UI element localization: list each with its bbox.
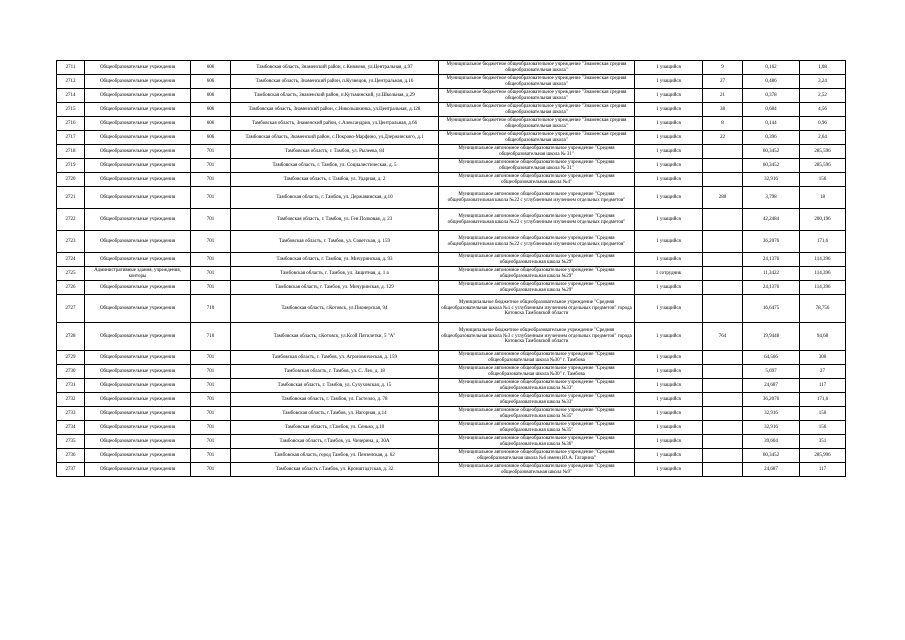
- cell-unit: 1 учащийся: [635, 295, 703, 323]
- cell-v1: 0,144: [743, 117, 800, 131]
- cell-unit: 1 учащийся: [635, 379, 703, 393]
- table-row: [57, 379, 846, 393]
- cell-v1: 60,3452: [743, 159, 800, 173]
- cell-type: Общеобразовательные учреждения: [85, 145, 191, 159]
- cell-org: Муниципальное бюджетное общеобразовательное учреждение "Знаменская средняя общеобразовательная школа": [439, 75, 635, 89]
- cell-num: 2724: [57, 253, 85, 267]
- cell-type: Общеобразовательные учреждения: [85, 61, 191, 75]
- table-row: [57, 89, 846, 103]
- table-row: [57, 131, 846, 145]
- cell-unit: 1 учащийся: [635, 159, 703, 173]
- table-row: [57, 75, 846, 89]
- cell-num: 2715: [57, 103, 85, 117]
- cell-address: Тамбовская область, г. Тамбов, ул. Ударная, д. 2: [231, 173, 439, 187]
- table-row: [57, 209, 846, 231]
- cell-type: Общеобразовательные учреждения: [85, 253, 191, 267]
- cell-v2: 171,6: [800, 231, 846, 253]
- cell-v2: 171,6: [800, 393, 846, 407]
- cell-v2: 306: [800, 351, 846, 365]
- cell-unit: 1 учащийся: [635, 89, 703, 103]
- cell-code: 710: [191, 295, 231, 323]
- cell-unit: 1 сотрудник: [635, 267, 703, 281]
- cell-v1: 39,604: [743, 435, 800, 449]
- cell-type: Общеобразовательные учреждения: [85, 351, 191, 365]
- cell-count: [703, 267, 743, 281]
- cell-org: Муниципальное бюджетное общеобразовательное учреждение "Знаменская средняя общеобразовательная школа": [439, 117, 635, 131]
- cell-org: Муниципальное автономное общеобразовательное учреждение "Средняя общеобразовательная школа №30" г. Тамбова: [439, 365, 635, 379]
- cell-v2: 114,396: [800, 281, 846, 295]
- cell-address: Тамбовская область, г. Тамбов, ул. Ген.Полковая, д. 23: [231, 209, 439, 231]
- cell-num: 2727: [57, 295, 85, 323]
- cell-v1: 0,378: [743, 89, 800, 103]
- table-row: [57, 103, 846, 117]
- cell-count: [703, 295, 743, 323]
- table-row: [57, 421, 846, 435]
- cell-org: Муниципальное автономное общеобразовательное учреждение "Средняя общеобразовательная школа №22 с углубленным изучением отдельных предметов": [439, 187, 635, 209]
- cell-code: 701: [191, 463, 231, 477]
- cell-v2: 114,396: [800, 253, 846, 267]
- cell-count: 9: [703, 61, 743, 75]
- cell-v2: 285,596: [800, 159, 846, 173]
- cell-count: 280: [703, 187, 743, 209]
- cell-address: Тамбовская область, г. Тамбов, ул. Державинская, д.10: [231, 187, 439, 209]
- cell-v1: 19,9448: [743, 323, 800, 351]
- cell-unit: 1 учащийся: [635, 421, 703, 435]
- cell-count: [703, 379, 743, 393]
- cell-address: Тамбовская область, г. Тамбов, ул. Социалистическая, д. 5: [231, 159, 439, 173]
- cell-unit: 1 учащийся: [635, 323, 703, 351]
- cell-unit: 1 учащийся: [635, 173, 703, 187]
- cell-code: 701: [191, 209, 231, 231]
- cell-v1: 24,687: [743, 463, 800, 477]
- cell-unit: 1 учащийся: [635, 117, 703, 131]
- table-row: [57, 173, 846, 187]
- cell-type: Общеобразовательные учреждения: [85, 75, 191, 89]
- table-row: [57, 435, 846, 449]
- table-row: [57, 267, 846, 281]
- cell-address: Тамбовская область, г. Тамбов, ул. Рылеева, 84: [231, 145, 439, 159]
- cell-num: 2733: [57, 407, 85, 421]
- cell-num: 2737: [57, 463, 85, 477]
- cell-org: Муниципальное автономное общеобразовательное учреждение "Средняя общеобразовательная школа №6 имени Ю.А. Гагарина": [439, 449, 635, 463]
- cell-v2: 285,996: [800, 449, 846, 463]
- cell-unit: 1 учащийся: [635, 103, 703, 117]
- cell-org: Муниципальное автономное общеобразовательное учреждение "Средняя общеобразовательная школа №35": [439, 421, 635, 435]
- cell-org: Муниципальное автономное общеобразовательное учреждение "Средняя общеобразовательная школа №9": [439, 463, 635, 477]
- cell-v1: 16,6475: [743, 295, 800, 323]
- cell-unit: 1 учащийся: [635, 449, 703, 463]
- table-row: [57, 407, 846, 421]
- cell-org: Муниципальное автономное общеобразовательное учреждение "Средняя общеобразовательная школа №36": [439, 435, 635, 449]
- cell-v2: 2,52: [800, 89, 846, 103]
- cell-num: 2720: [57, 173, 85, 187]
- cell-code: 606: [191, 89, 231, 103]
- table-row: [57, 253, 846, 267]
- cell-unit: 1 учащийся: [635, 61, 703, 75]
- table-row: [57, 365, 846, 379]
- cell-org: Муниципальное бюджетное общеобразовательное учреждение "Знаменская средняя общеобразовательная школа": [439, 61, 635, 75]
- cell-num: 2725: [57, 267, 85, 281]
- cell-unit: 1 учащийся: [635, 365, 703, 379]
- cell-count: [703, 393, 743, 407]
- cell-num: 2729: [57, 351, 85, 365]
- cell-org: Муниципальное автономное общеобразовательное учреждение "Средняя общеобразовательная школа №22 с углубленным изучением отдельных предметов": [439, 209, 635, 231]
- cell-count: [703, 365, 743, 379]
- cell-v1: 0,396: [743, 131, 800, 145]
- cell-org: Муниципальное автономное общеобразовательное учреждение "Средняя общеобразовательная школа № 31": [439, 159, 635, 173]
- table-row: [57, 187, 846, 209]
- cell-code: 701: [191, 173, 231, 187]
- cell-num: 2728: [57, 323, 85, 351]
- cell-type: Общеобразовательные учреждения: [85, 379, 191, 393]
- table-row: [57, 231, 846, 253]
- cell-code: 701: [191, 421, 231, 435]
- cell-v1: 0,162: [743, 61, 800, 75]
- cell-type: Общеобразовательные учреждения: [85, 295, 191, 323]
- cell-org: Муниципальное автономное общеобразовательное учреждение "Средняя общеобразовательная школа №33": [439, 379, 635, 393]
- cell-num: 2721: [57, 187, 85, 209]
- cell-type: Общеобразовательные учреждения: [85, 449, 191, 463]
- cell-num: 2712: [57, 75, 85, 89]
- cell-type: Общеобразовательные учреждения: [85, 131, 191, 145]
- cell-address: Тамбовская область, г. Тамбов, ул. Советская, д. 159: [231, 231, 439, 253]
- cell-address: Тамбовская область, Знаменский район, п.Кутьминский, ул.Школьная, д.29: [231, 89, 439, 103]
- cell-v2: 78,756: [800, 295, 846, 323]
- cell-code: 701: [191, 393, 231, 407]
- cell-address: Тамбовская область, Знаменский район, с.Княжево, ул.Центральная, д.97: [231, 61, 439, 75]
- cell-type: Общеобразовательные учреждения: [85, 407, 191, 421]
- cell-type: Общеобразовательные учреждения: [85, 365, 191, 379]
- cell-code: 701: [191, 267, 231, 281]
- cell-count: [703, 231, 743, 253]
- cell-type: Общеобразовательные учреждения: [85, 231, 191, 253]
- cell-address: Тамбовская область, г. Тамбов, ул. Мичуринская, д. 93: [231, 253, 439, 267]
- table-row: [57, 281, 846, 295]
- cell-unit: 1 учащийся: [635, 253, 703, 267]
- cell-org: Муниципальное бюджетное общеобразовательное учреждение "Знаменская средняя общеобразовательная школа": [439, 103, 635, 117]
- cell-org: Муниципальное автономное общеобразовательное учреждение "Средняя общеобразовательная школа №22 с углубленным изучением отдельных предметов": [439, 231, 635, 253]
- cell-code: 606: [191, 75, 231, 89]
- cell-type: Общеобразовательные учреждения: [85, 421, 191, 435]
- cell-count: [703, 209, 743, 231]
- cell-address: Тамбовская область, г.Тамбов, ул. Чичерина, д. 30А: [231, 435, 439, 449]
- cell-v2: 351: [800, 435, 846, 449]
- cell-num: 2722: [57, 209, 85, 231]
- cell-v1: 11,3422: [743, 267, 800, 281]
- cell-address: Тамбовская область, Знаменский район, с.Никольшкинка, ул.Центральная, д.128: [231, 103, 439, 117]
- cell-v1: 60,3452: [743, 449, 800, 463]
- cell-org: Муниципальное автономное общеобразовательное учреждение "Средняя общеобразовательная школа №4": [439, 173, 635, 187]
- cell-type: Общеобразовательные учреждения: [85, 435, 191, 449]
- cell-address: Тамбовская область, г.Котовск, ул.Пионерская, 94: [231, 295, 439, 323]
- cell-num: 2719: [57, 159, 85, 173]
- cell-count: [703, 421, 743, 435]
- cell-unit: 1 учащийся: [635, 145, 703, 159]
- cell-v2: 156: [800, 407, 846, 421]
- cell-type: Общеобразовательные учреждения: [85, 209, 191, 231]
- table-row: [57, 393, 846, 407]
- cell-v2: 0,96: [800, 117, 846, 131]
- cell-address: Тамбовская область, г.Тамбов, ул. Сенько, д.10: [231, 421, 439, 435]
- cell-num: 2731: [57, 379, 85, 393]
- cell-v2: 18: [800, 187, 846, 209]
- cell-unit: 1 учащийся: [635, 435, 703, 449]
- cell-type: Общеобразовательные учреждения: [85, 103, 191, 117]
- cell-address: Тамбовская область, г. Тамбов, ул. Гастелло, д. 78: [231, 393, 439, 407]
- cell-address: Тамбовская область, г.Котовск, ул.Ксой Пятилетки, 5 "А": [231, 323, 439, 351]
- cell-v2: 117: [800, 379, 846, 393]
- cell-v2: 156: [800, 421, 846, 435]
- cell-code: 701: [191, 159, 231, 173]
- cell-v1: 24,1376: [743, 253, 800, 267]
- cell-num: 2736: [57, 449, 85, 463]
- cell-v1: 42,2484: [743, 209, 800, 231]
- cell-unit: 1 учащийся: [635, 187, 703, 209]
- cell-address: Тамбовская область, г.Тамбов, ул. Нагорная, д.14: [231, 407, 439, 421]
- cell-v1: 32,916: [743, 421, 800, 435]
- cell-code: 701: [191, 379, 231, 393]
- cell-v2: 4,56: [800, 103, 846, 117]
- cell-v1: 24,687: [743, 379, 800, 393]
- cell-num: 2716: [57, 117, 85, 131]
- cell-v2: 117: [800, 463, 846, 477]
- cell-code: 606: [191, 117, 231, 131]
- cell-address: Тамбовская область, г. Тамбов, ул. С. Лео, д. 18: [231, 365, 439, 379]
- table-row: [57, 295, 846, 323]
- cell-count: [703, 159, 743, 173]
- cell-org: Муниципальное бюджетное общеобразовательное учреждение "Знаменская средняя общеобразовательная школа": [439, 131, 635, 145]
- cell-count: 8: [703, 117, 743, 131]
- cell-num: 2718: [57, 145, 85, 159]
- table-row: [57, 117, 846, 131]
- cell-type: Административные здания, учреждения, конторы: [85, 267, 191, 281]
- cell-org: Муниципальное автономное общеобразовательное учреждение "Средняя общеобразовательная школа №29": [439, 281, 635, 295]
- cell-num: 2711: [57, 61, 85, 75]
- cell-v2: 1,08: [800, 61, 846, 75]
- cell-type: Общеобразовательные учреждения: [85, 323, 191, 351]
- cell-unit: 1 учащийся: [635, 407, 703, 421]
- cell-v2: 200,196: [800, 209, 846, 231]
- cell-type: Общеобразовательные учреждения: [85, 463, 191, 477]
- cell-v1: 64,566: [743, 351, 800, 365]
- cell-count: 764: [703, 323, 743, 351]
- cell-type: Общеобразовательные учреждения: [85, 281, 191, 295]
- table-row: [57, 323, 846, 351]
- cell-count: [703, 407, 743, 421]
- cell-unit: 1 учащийся: [635, 393, 703, 407]
- cell-type: Общеобразовательные учреждения: [85, 117, 191, 131]
- cell-code: 701: [191, 253, 231, 267]
- cell-count: 22: [703, 131, 743, 145]
- cell-code: 606: [191, 131, 231, 145]
- table-row: [57, 159, 846, 173]
- cell-type: Общеобразовательные учреждения: [85, 187, 191, 209]
- cell-code: 701: [191, 365, 231, 379]
- cell-org: Муниципальное бюджетное общеобразовательное учреждение "Знаменская средняя общеобразовательная школа": [439, 89, 635, 103]
- cell-v1: 0,486: [743, 75, 800, 89]
- cell-v1: 32,916: [743, 407, 800, 421]
- cell-num: 2730: [57, 365, 85, 379]
- cell-address: Тамбовская область, Знаменский район, с.Александрия, ул.Центральная, д.66: [231, 117, 439, 131]
- cell-count: 21: [703, 89, 743, 103]
- cell-unit: 1 учащийся: [635, 131, 703, 145]
- table-row: [57, 449, 846, 463]
- cell-count: [703, 253, 743, 267]
- cell-v1: 3,798: [743, 187, 800, 209]
- cell-unit: 1 учащийся: [635, 75, 703, 89]
- cell-num: 2717: [57, 131, 85, 145]
- cell-address: Тамбовская область, г. Тамбов, ул. Агрономическая, д. 159: [231, 351, 439, 365]
- cell-num: 2732: [57, 393, 85, 407]
- cell-num: 2734: [57, 421, 85, 435]
- cell-v1: 0,684: [743, 103, 800, 117]
- cell-code: 701: [191, 187, 231, 209]
- cell-code: 606: [191, 103, 231, 117]
- cell-address: Тамбовская область, г. Тамбов, ул. Сухуховская, д. 15: [231, 379, 439, 393]
- cell-count: 27: [703, 75, 743, 89]
- cell-address: Тамбовская область, Знаменский район, п.Кузнецов, ул.Центральная, д.16: [231, 75, 439, 89]
- cell-type: Общеобразовательные учреждения: [85, 393, 191, 407]
- cell-num: 2735: [57, 435, 85, 449]
- cell-unit: 1 учащийся: [635, 231, 703, 253]
- cell-count: [703, 281, 743, 295]
- cell-code: 701: [191, 231, 231, 253]
- cell-v1: 36,2076: [743, 393, 800, 407]
- cell-code: 710: [191, 323, 231, 351]
- cell-unit: 1 учащийся: [635, 351, 703, 365]
- cell-unit: 1 учащийся: [635, 281, 703, 295]
- cell-v2: 94,68: [800, 323, 846, 351]
- table-row: [57, 351, 846, 365]
- cell-org: Муниципальное автономное общеобразовательное учреждение "Средняя общеобразовательная школа №33": [439, 393, 635, 407]
- cell-org: Муниципальное автономное общеобразовательное учреждение "Средняя общеобразовательная школа №30" г. Тамбова: [439, 351, 635, 365]
- cell-count: [703, 351, 743, 365]
- table-row: [57, 145, 846, 159]
- cell-org: Муниципальное автономное общеобразовательное учреждение "Средняя общеобразовательная школа №29": [439, 267, 635, 281]
- cell-v2: 156: [800, 173, 846, 187]
- cell-org: Муниципальное бюджетное общеобразовательное учреждение "Средняя общеобразовательная школа №1 с углубленным изучением отдельных предметов" города Котовска Тамбовской области: [439, 295, 635, 323]
- cell-org: Муниципальное бюджетное общеобразовательное учреждение "Средняя общеобразовательная школа №3 с углубленным изучением отдельных предметов" города Котовска Тамбовской области: [439, 323, 635, 351]
- cell-v2: 285,596: [800, 145, 846, 159]
- cell-num: 2714: [57, 89, 85, 103]
- cell-v1: 24,1376: [743, 281, 800, 295]
- cell-count: 38: [703, 103, 743, 117]
- cell-address: Тамбовская область, г. Тамбов, ул. Мичуринская, д. 129: [231, 281, 439, 295]
- cell-v1: 36,2076: [743, 231, 800, 253]
- cell-v2: 27: [800, 365, 846, 379]
- cell-code: 701: [191, 351, 231, 365]
- cell-code: 701: [191, 145, 231, 159]
- cell-count: [703, 435, 743, 449]
- cell-v2: 114,396: [800, 267, 846, 281]
- cell-address: Тамбовская область, город Тамбов, ул. Пензенская, д. 62: [231, 449, 439, 463]
- cell-unit: 1 учащийся: [635, 209, 703, 231]
- table-row: [57, 463, 846, 477]
- cell-org: Муниципальное автономное общеобразовательное учреждение "Средняя общеобразовательная школа № 31": [439, 145, 635, 159]
- cell-num: 2723: [57, 231, 85, 253]
- cell-v1: 5,697: [743, 365, 800, 379]
- cell-type: Общеобразовательные учреждения: [85, 173, 191, 187]
- cell-address: Тамбовская область г.Тамбов, ул. Кронштадтская, д. 32: [231, 463, 439, 477]
- cell-code: 606: [191, 61, 231, 75]
- cell-v2: 2,64: [800, 131, 846, 145]
- cell-num: 2726: [57, 281, 85, 295]
- table-row: [57, 61, 846, 75]
- cell-code: 701: [191, 281, 231, 295]
- cell-count: [703, 463, 743, 477]
- cell-address: Тамбовская область, г. Тамбов, ул. Защитная, д. 1 а: [231, 267, 439, 281]
- cell-type: Общеобразовательные учреждения: [85, 89, 191, 103]
- cell-org: Муниципальное автономное общеобразовательное учреждение "Средняя общеобразовательная школа №35": [439, 407, 635, 421]
- cell-count: [703, 145, 743, 159]
- cell-type: Общеобразовательные учреждения: [85, 159, 191, 173]
- cell-count: [703, 449, 743, 463]
- data-table: [56, 60, 846, 477]
- cell-address: Тамбовская область, Знаменский район, с.Покрово-Марфино, ул.Дзержинского, д.1: [231, 131, 439, 145]
- cell-unit: 1 учащийся: [635, 463, 703, 477]
- cell-count: [703, 173, 743, 187]
- cell-v1: 32,916: [743, 173, 800, 187]
- cell-v2: 3,24: [800, 75, 846, 89]
- cell-v1: 60,3452: [743, 145, 800, 159]
- cell-code: 701: [191, 449, 231, 463]
- cell-org: Муниципальное автономное общеобразовательное учреждение "Средняя общеобразовательная школа №29": [439, 253, 635, 267]
- cell-code: 701: [191, 435, 231, 449]
- cell-code: 701: [191, 407, 231, 421]
